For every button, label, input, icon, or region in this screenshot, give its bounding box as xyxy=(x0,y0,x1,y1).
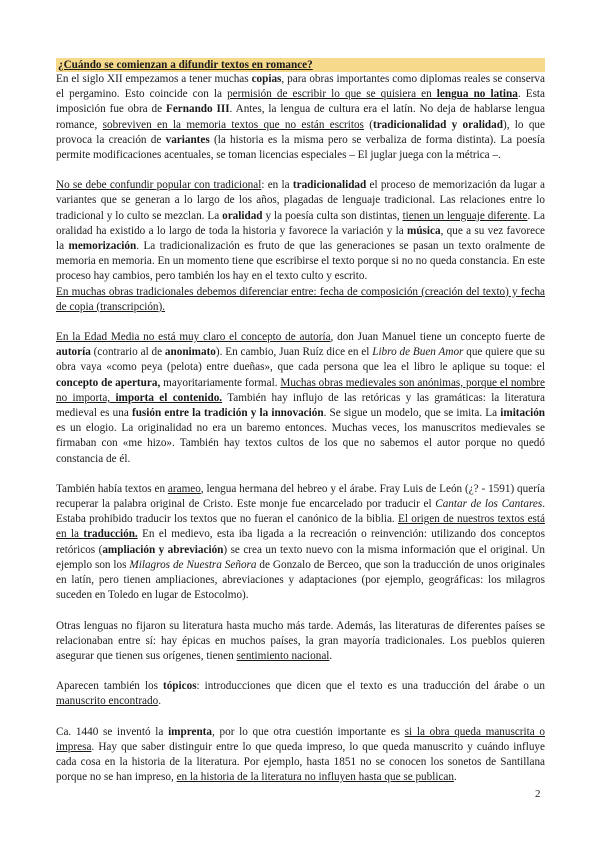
text-run: Aparecen también los xyxy=(56,680,163,693)
text-run: que quiere que su obra vaya «como peya (pelota) entre dueñas», que cada persona que lea el libro le aplique su toque: el xyxy=(56,346,545,374)
term-traduccion: traducción. xyxy=(83,528,138,541)
term-variantes: variantes xyxy=(165,133,210,146)
text-run: . La oralidad ha existido a lo largo de toda la historia y favorece la variación y la xyxy=(56,209,546,237)
underlined-text: sobreviven en la memoria textos que no están escritos xyxy=(102,118,364,131)
text-run: . Hay que saber distinguir entre lo que queda impreso, lo que queda manuscrito y cuándo influye cada cosa en la historia de la literatura. Por ejemplo, hasta 1851 no se conocen los sonetos de Santillana porque no se han impreso, xyxy=(56,740,545,784)
text-run: de Gonzalo de Berceo, que son la traducción de unos originales en latín, pero tienen ampliaciones, abreviaciones y adaptaciones (por ejemplo, geográficas: los milagros suceden en Toledo en lugar de Estocolmo). xyxy=(56,558,545,602)
text-run: En el medievo, esta iba ligada a la recreación o reinvención: utilizando dos conceptos retóricos ( xyxy=(56,528,545,556)
term-imitacion: imitación xyxy=(500,407,546,420)
term-musica: música xyxy=(407,224,441,237)
text-run: y la poesía culta son distintas, xyxy=(262,209,403,222)
text-run: ) se crea un texto nuevo con la misma información que el original. Un ejemplo son los xyxy=(56,543,545,571)
text-run: También había textos en xyxy=(56,482,168,495)
term-topicos: tópicos xyxy=(162,680,197,693)
term-anonimato: anonimato xyxy=(164,346,216,359)
term-lengua-no-latina: lengua no latina xyxy=(436,88,518,101)
text-run: mayoritariamente formal. xyxy=(160,376,281,389)
underlined-text: si la obra queda manuscrita o impresa xyxy=(56,725,545,753)
paragraph-copias xyxy=(56,72,545,163)
text-run: . xyxy=(453,771,457,784)
text-run: , por lo que otra cuestión importante es xyxy=(212,725,405,738)
text-run: . xyxy=(158,695,162,708)
title-libro-buen-amor: Libro de Buen Amor xyxy=(372,346,464,359)
text-run: ), lo que provoca la creación de xyxy=(56,118,545,146)
text-run: (la historia es la misma pero se verbaliza de forma distinta). La poesía permite modificaciones acentuales, se toman licencias especiales – El juglar juega con la métrica –. xyxy=(56,133,545,162)
text-run: Ca. 1440 se inventó la xyxy=(56,725,169,738)
underlined-text: manuscrito encontrado xyxy=(56,695,159,708)
underlined-text: en la historia de la literatura no influyen hasta que se publican xyxy=(176,771,454,784)
text-run: es un elogio. La originalidad no era un baremo entonces. Muchas veces, los manuscritos medievales se firmaban con «me hizo». También hay textos cultos de los que no sabemos el autor porque no quedó constancia de él. xyxy=(56,422,545,465)
underlined-text: En muchas obras tradicionales debemos diferenciar entre: fecha de composición (creación del texto) y fecha de copia (transcripción). xyxy=(56,285,545,313)
term-ampliacion-abreviacion: ampliación y abreviación xyxy=(102,543,224,556)
section-heading: ¿Cuándo se comienzan a difundir textos en romance? xyxy=(56,58,545,72)
term-imprenta: imprenta xyxy=(168,725,212,738)
underlined-text: El origen de nuestros textos está en la xyxy=(56,513,545,541)
text-run: : en la xyxy=(261,179,293,192)
text-run: (contrario al de xyxy=(90,346,165,359)
text-run: También hay influjo de las retóricas y las gramáticas: la literatura medieval es una xyxy=(56,391,545,420)
page-number: 2 xyxy=(535,788,541,800)
paragraph-topicos xyxy=(56,679,545,709)
text-run: , que a su vez favorece la xyxy=(56,224,546,253)
term-copias: copias xyxy=(251,73,282,85)
title-milagros: Milagros de Nuestra Señora xyxy=(129,558,257,571)
underlined-text: En la Edad Media no está muy claro el concepto de autoría xyxy=(56,331,331,344)
text-run: , para obras importantes como diplomas reales se conserva el pergamino. Esto coincide con la xyxy=(56,73,545,101)
paragraph-autoria xyxy=(56,330,545,467)
underlined-text: sentimiento nacional xyxy=(236,649,330,662)
text-run: . xyxy=(329,649,333,662)
underlined-text: No se debe confundir popular con tradicional xyxy=(56,179,262,192)
underlined-text: Muchas obras medievales son anónimas, porque el nombre no importa, xyxy=(56,376,545,404)
text-run: . Se sigue un modelo, que se imita. La xyxy=(323,407,501,420)
term-oralidad: oralidad xyxy=(222,209,263,222)
text-run: : introducciones que dicen que el texto es una traducción del árabe o un xyxy=(196,680,545,693)
term-fernando-iii: Fernando III xyxy=(165,103,230,116)
underlined-text: tienen un lenguaje diferente xyxy=(402,209,528,222)
paragraph-traduccion xyxy=(56,482,545,604)
term-concepto-apertura: concepto de apertura, xyxy=(56,376,161,389)
title-cantar-cantares: Cantar de los Cantares xyxy=(435,498,543,511)
text-run: . La tradicionalización es fruto de que las generaciones se pasan un texto oralmente de memoria en memoria. En un momento tiene que escribirse el texto porque si no no queda constancia. En este proceso hay cambios, pero también los hay en el texto culto y escrito. xyxy=(56,240,546,283)
text-run: ( xyxy=(363,118,373,131)
term-memorizacion: memorización xyxy=(68,240,137,253)
underlined-text: permisión de escribir lo que se quisiera en xyxy=(227,88,437,101)
text-run: , lengua hermana del hebreo y el árabe. Fray Luis de León (¿? - 1591) quería recuperar la palabra original de Cristo. Este monje fue encarcelado por traducir el xyxy=(56,482,545,511)
term-fusion: fusión entre la tradición y la innovación xyxy=(131,407,324,420)
text-run: . Antes, la lengua de cultura era el latín. No deja de hablarse lengua romance, xyxy=(56,103,545,131)
text-run: ). En cambio, Juan Ruíz dice en el xyxy=(215,346,373,359)
page-content xyxy=(56,58,545,785)
text-run: . Estaba prohibido traducir los textos que no fueran el canónico de la biblia. xyxy=(56,498,545,526)
paragraph-otras-lenguas xyxy=(56,619,545,665)
paragraph-imprenta xyxy=(56,725,545,786)
term-tradicionalidad: tradicionalidad xyxy=(292,179,367,192)
text-run: . Esta imposición fue obra de xyxy=(56,88,545,116)
paragraph-tradicionalidad xyxy=(56,178,545,315)
term-importa-contenido: importa el contenido. xyxy=(115,391,223,404)
text-run: el proceso de memorización da lugar a variantes que se generan a lo largo de los años, plagadas de lenguaje tradicional. Las relaciones entre lo tradicional y lo culto se mezclan. La xyxy=(56,179,545,222)
text-run: En el siglo XII empezamos a tener muchas xyxy=(56,73,252,85)
underlined-text: arameo xyxy=(167,482,201,495)
text-run: , don Juan Manuel tiene un concepto fuerte de xyxy=(330,331,545,344)
term-autoria: autoría xyxy=(56,346,91,359)
term-tradicionalidad-oralidad: tradicionalidad y oralidad xyxy=(372,118,503,131)
text-run: Otras lenguas no fijaron su literatura hasta mucho más tarde. Además, las literaturas de diferentes países se relacionaban entre sí: hay épicas en muchos países, la gran mayoría tradicionales. Los pueblos quieren asegurar que tienen sus orígenes, tienen xyxy=(56,619,545,662)
